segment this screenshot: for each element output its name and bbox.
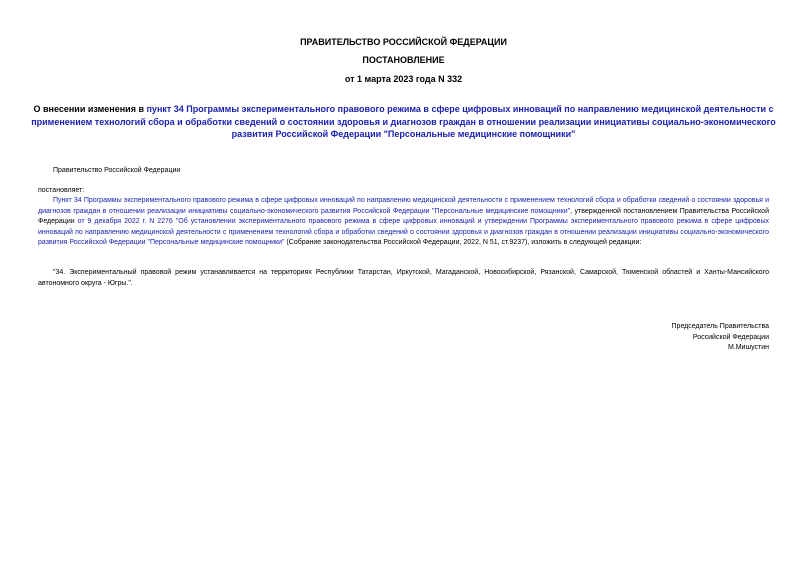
title-link[interactable]: пункт 34 Программы экспериментального правового режима в сфере цифровых инноваций по направлению медицинской деятельности с применением технологий сбора и обработки сведений о состоянии здоровья и диагнозов граждан в отношении реализации инициативы социально-экономического развития Российской Федерации "Персональные медицинские помощники" (31, 104, 776, 139)
issuing-authority: ПРАВИТЕЛЬСТВО РОССИЙСКОЙ ФЕДЕРАЦИИ (300, 37, 507, 47)
document-type: ПОСТАНОВЛЕНИЕ (362, 55, 445, 65)
paragraph-text-1: , утвержденной постановлением Правительства Российской Федерации (38, 207, 769, 225)
new-clause-text: "34. Экспериментальный правовой режим устанавливается на территориях Республики Татарстан, Иркутской, Магаданской, Новосибирской, Рязанской, Самарской, Тюменской областей и Ханты-Мансийского автономного округа - Югры.". (38, 269, 769, 287)
paragraph-text-2: (Собрание законодательства Российской Федерации, 2022, N 51, ст.9237), изложить в следующей редакции: (284, 239, 642, 246)
signature-block (672, 322, 769, 354)
decrees-line: постановляет: (38, 187, 85, 194)
signer-position-line-2: Российской Федерации (692, 333, 769, 341)
amendment-paragraph (38, 196, 769, 249)
government-line: Правительство Российской Федерации (53, 167, 181, 174)
document-date-number: от 1 марта 2023 года N 332 (344, 74, 463, 84)
resolution-2276-link[interactable]: от 9 декабря 2022 г. N 2276 "Об установлении экспериментального правового режима в сфере цифровых инноваций и утверждении Программы экспериментального правового режима в сфере цифровых инноваций по направлению медицинской деятельности с применением технологий сбора и обработки сведений о состоянии здоровья и диагнозов граждан в отношении реализации инициативы социально-экономического развития Российской Федерации "Персональные медицинские помощники" (38, 218, 769, 246)
title-prefix: О внесении изменения в (33, 104, 147, 114)
document-title (30, 103, 777, 141)
signer-position-line-1: Председатель Правительства (671, 323, 769, 330)
signer-name: М.Мишустин (727, 344, 769, 351)
program-clause-link[interactable]: Пункт 34 Программы экспериментального правового режима в сфере цифровых инноваций по направлению медицинской деятельности с применением технологий сбора и обработки сведений о состоянии здоровья и диагнозов граждан в отношении реализации инициативы социально-экономического развития Российской Федерации "Персональные медицинские помощники" (38, 197, 769, 215)
